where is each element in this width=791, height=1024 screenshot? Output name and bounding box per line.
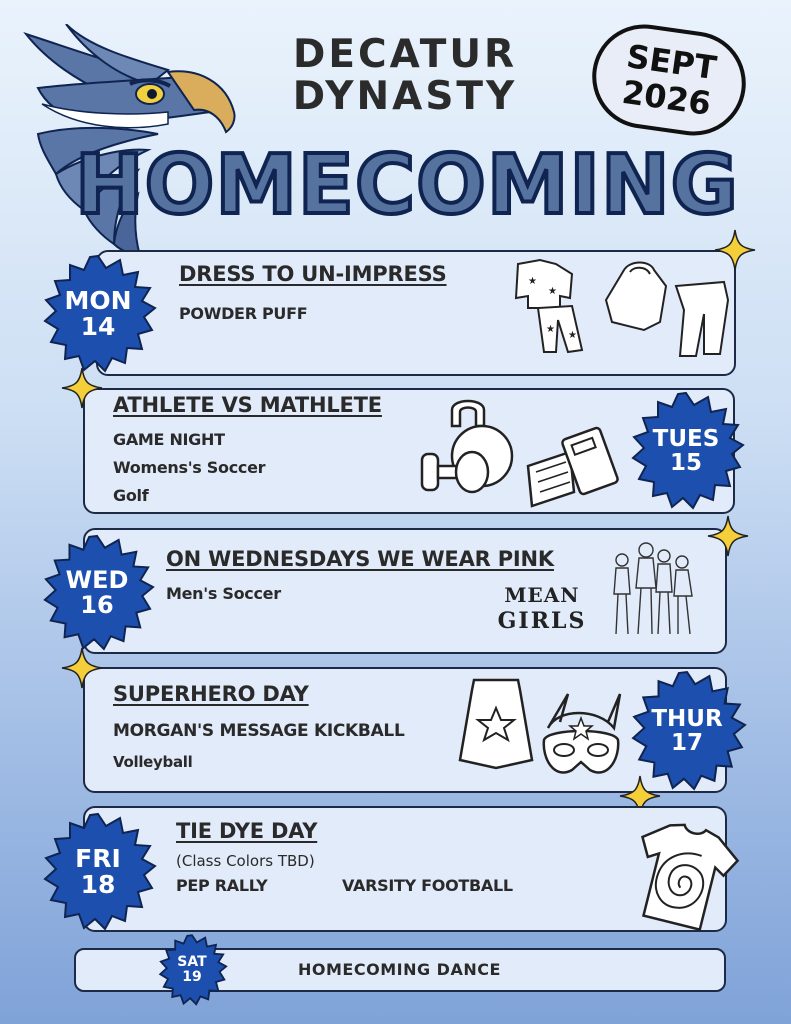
svg-text:★: ★ [548,286,557,297]
saturday-event-1: HOMECOMING DANCE [298,960,501,979]
year-label: 2026 [619,72,714,123]
date-badge [586,18,753,142]
star-pajamas-icon [498,258,590,358]
hoodie-sweatpants-icon [600,260,732,364]
school-name [250,34,560,118]
saturday-date: 19 [182,969,202,985]
saturday-day: SAT [177,954,207,971]
tuesday-event-3: Golf [113,486,149,505]
friday-day: FRI [75,843,121,873]
monday-date: 14 [80,312,116,341]
wednesday-theme: ON WEDNESDAYS WE WEAR PINK [166,547,554,571]
friday-event-2: VARSITY FOOTBALL [342,876,513,895]
tuesday-day: TUES [652,425,720,452]
sparkle-icon [60,366,104,410]
thursday-day: THUR [651,705,723,732]
svg-text:★: ★ [528,276,537,287]
wednesday-date: 16 [80,591,114,619]
monday-theme: DRESS TO UN-IMPRESS [179,262,447,286]
friday-event-1: PEP RALLY [176,876,268,895]
monday-badge [38,254,158,374]
tuesday-event-1: GAME NIGHT [113,430,225,449]
svg-text:★: ★ [546,324,555,335]
cape-icon [456,678,536,770]
friday-note: (Class Colors TBD) [176,852,315,870]
svg-text:★: ★ [568,330,577,341]
four-girls-icon [606,538,698,638]
friday-date: 18 [80,870,116,899]
superhero-mask-icon [538,688,624,786]
thursday-theme: SUPERHERO DAY [113,682,309,706]
logo-line-2: GIRLS [497,608,587,634]
school-name-line2: DYNASTY [292,74,518,119]
page-title: HOMECOMING [75,138,739,233]
sparkle-icon [60,646,104,690]
wednesday-badge [38,534,156,652]
tuesday-badge [626,391,746,511]
monday-event-1: POWDER PUFF [179,304,308,323]
logo-line-1: MEAN [504,583,580,607]
school-name-line1: DECATUR [292,32,518,77]
books-calculator-icon [526,426,622,508]
friday-theme: TIE DYE DAY [176,819,318,843]
wednesday-day: WED [65,565,129,594]
thursday-event-2: Volleyball [113,753,193,771]
month-label: SEPT [624,37,719,88]
kettlebell-dumbbell-icon [418,396,518,500]
sparkle-icon [706,514,750,558]
mean-girls-logo [494,582,590,634]
thursday-date: 17 [670,730,703,756]
friday-badge [38,812,158,932]
tuesday-event-2: Womens's Soccer [113,458,266,477]
monday-day: MON [64,285,132,315]
tuesday-date: 15 [669,450,702,476]
saturday-badge [156,934,228,1006]
thursday-event-1: MORGAN'S MESSAGE KICKBALL [113,721,405,741]
tuesday-theme: ATHLETE VS MATHLETE [113,393,382,417]
wednesday-event-1: Men's Soccer [166,584,281,603]
sparkle-icon [713,228,757,272]
tie-dye-shirt-icon [624,818,742,936]
